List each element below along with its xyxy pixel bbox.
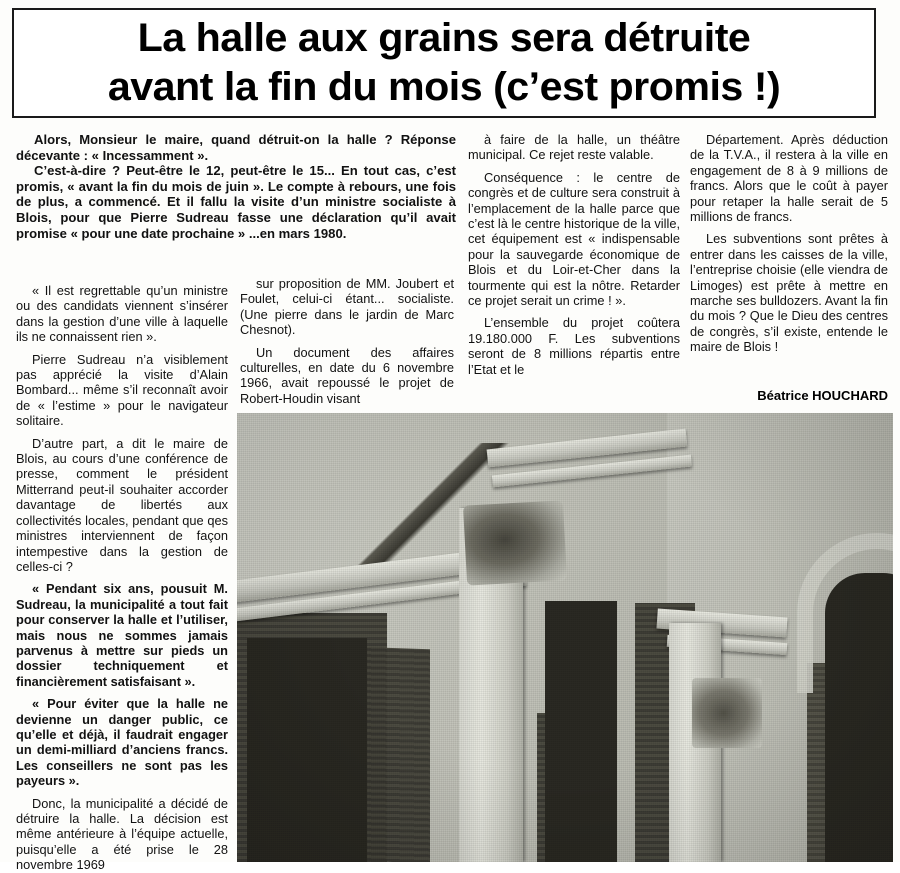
text-column-2 (240, 276, 454, 406)
paragraph: Conséquence : le centre de congrès et de culture sera construit à l’emplacement de la halle parce que c’est là le centre historique de la ville, cet équipement est « indispensable pour la sauvegarde économique de Blois et du Loir-et-Cher dans la tourmente qui est la nôtre. Retarder ce projet serait un crime ! ». (468, 169, 680, 309)
paragraph: à faire de la halle, un théâtre municipal. Ce rejet reste valable. (468, 132, 680, 163)
headline-line-2: avant la fin du mois (c’est promis !) (107, 65, 781, 109)
paragraph: « Il est regrettable qu’un ministre ou des candidats viennent s’insérer dans la gestion d’une ville à laquelle ils ne connaissent rien ». (16, 283, 228, 345)
paragraph: « Pendant six ans, pousuit M. Sudreau, la municipalité a tout fait pour conserver la halle et l’utiliser, mais nous ne sommes jamais parvenus à mettre sur pieds un dossier techniquement et financièrement satisfaisant ». (16, 581, 228, 689)
paragraph: Donc, la municipalité a décidé de détruire la halle. La décision est même antérieure à l’équipe actuelle, puisqu’elle a été prise le 28 novembre 1969 (16, 795, 228, 873)
text-column-3 (468, 132, 680, 377)
paragraph: D’autre part, a dit le maire de Blois, au cours d’une conférence de presse, comment le président Mitterrand peut-il souhaiter accorder davantage de libertés aux collectivités locales, pendant que qes ministres interviennent de façon intempestive dans la gestion de celles-ci ? (16, 435, 228, 574)
halle-aux-grains-photo (237, 413, 893, 862)
photo-vignette (237, 413, 893, 862)
headline-line-1: La halle aux grains sera détruite (137, 16, 751, 60)
text-column-4 (690, 132, 888, 355)
photo-content (237, 413, 893, 862)
byline: Béatrice HOUCHARD (757, 388, 888, 403)
lead-para-1: Alors, Monsieur le maire, quand détruit-on la halle ? Réponse décevante : « Incessamment ». (16, 132, 456, 163)
paragraph: L’ensemble du projet coûtera 19.180.000 F. Les subventions seront de 8 millions répartis entre l’Etat et le (468, 315, 680, 377)
lead-paragraph (16, 132, 456, 241)
paragraph: Pierre Sudreau n’a visiblement pas apprécié la visite d’Alain Bombard... même s’il reconnaît avoir de « l’estime » pour le navigateur solitaire. (16, 351, 228, 429)
lead-para-2: C’est-à-dire ? Peut-être le 12, peut-être le 15... En tout cas, c’est promis, « avant la fin du mois de juin ». Le compte à rebours, une fois de plus, a commencé. Et il fallu la visite d’un ministre socialiste à Blois, pour que Pierre Sudreau fasse une déclaration qu’il avait promise « pour une date prochaine » ...en mars 1980. (16, 163, 456, 241)
headline-box (12, 8, 876, 118)
paragraph: sur proposition de MM. Joubert et Foulet, celui-ci étant... socialiste. (Une pierre dans le jardin de Marc Chesnot). (240, 276, 454, 338)
paragraph: Les subventions sont prêtes à entrer dans les caisses de la ville, l’entreprise choisie (elle viendra de Limoges) est prête à mettre en marche ses bulldozers. Avant la fin du mois ? Que le Dieu des centres de congrès, s’il existe, entende le maire de Blois ! (690, 231, 888, 355)
paragraph: « Pour éviter que la halle ne devienne un danger public, ce qu’elle et déjà, il faudrait engager un demi-milliard d’anciens francs. Les conseillers ne sont pas les payeurs ». (16, 696, 228, 789)
text-column-1 (16, 283, 228, 873)
paragraph: Un document des affaires culturelles, en date du 6 novembre 1966, avait repoussé le projet de Robert-Houdin visant (240, 344, 454, 406)
paragraph: Département. Après déduction de la T.V.A., il restera à la ville en engagement de 8 à 9 millions de francs. Alors que le coût à payer pour retaper la halle serait de 5 millions de francs. (690, 132, 888, 225)
